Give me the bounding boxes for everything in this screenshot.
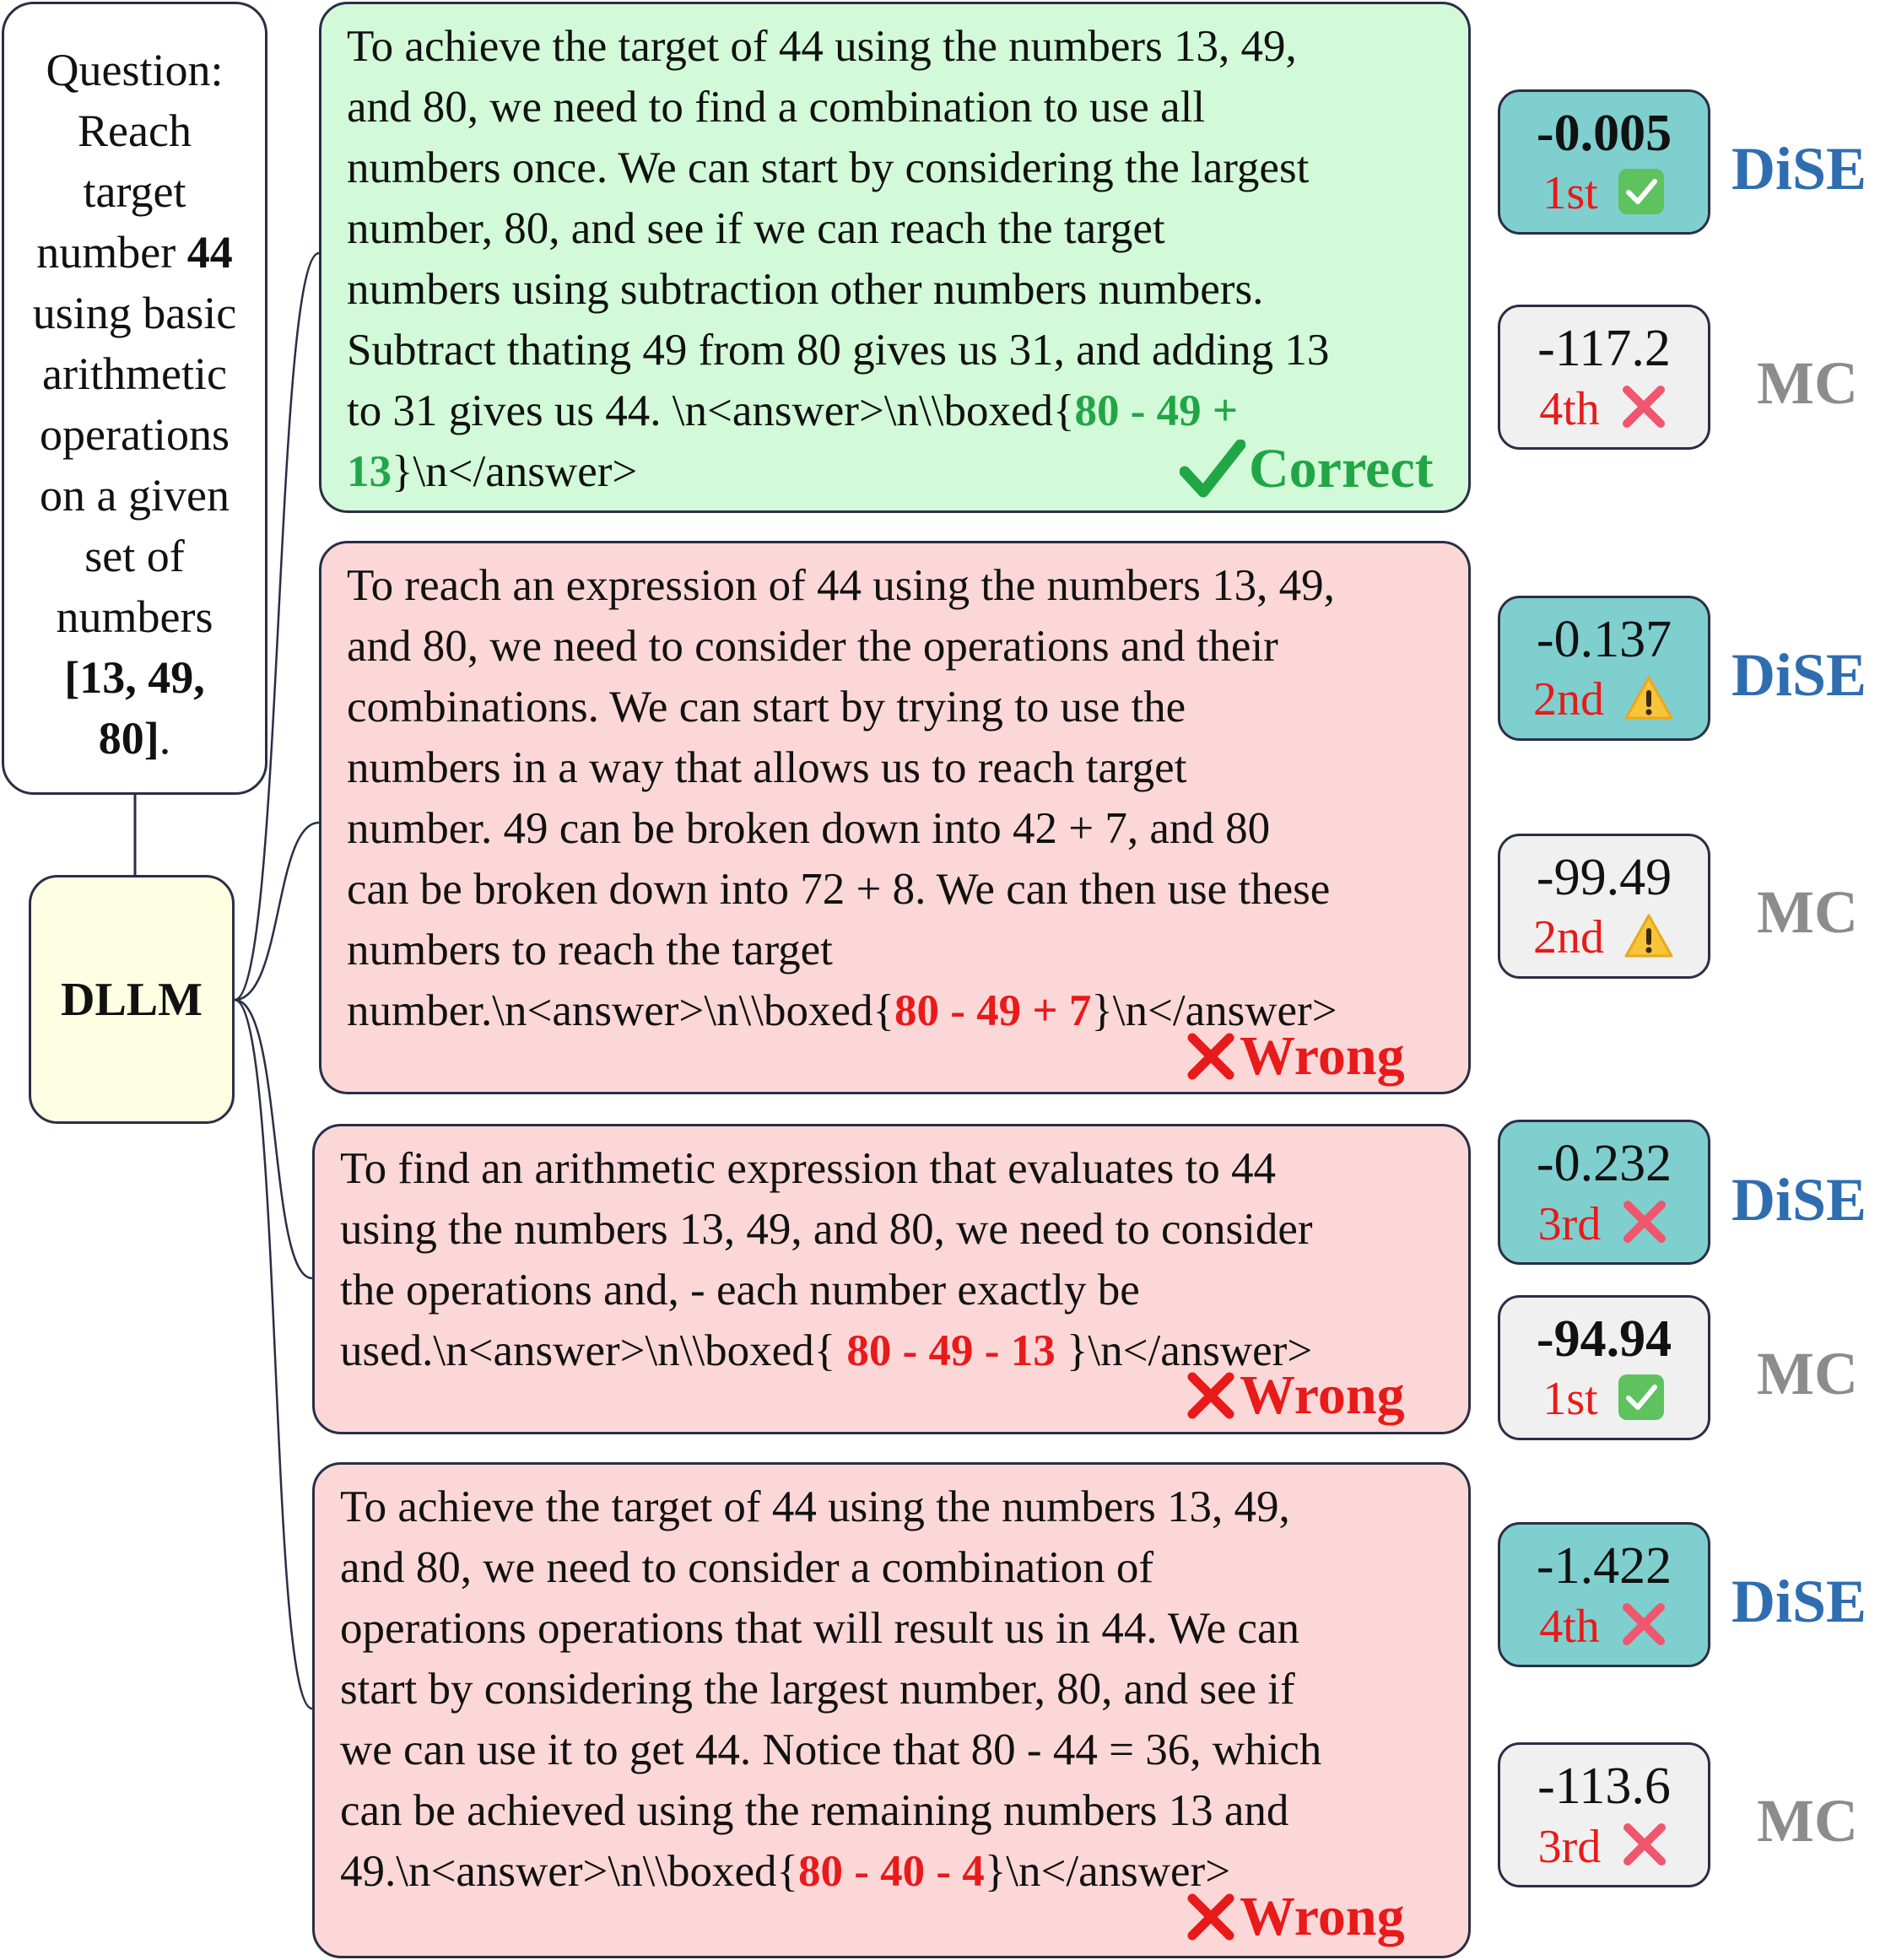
score-value: -0.232 [1536,1135,1672,1192]
response-text-line: can be achieved using the remaining numbers 13 and [340,1786,1289,1835]
cross-icon [1619,1819,1670,1874]
response-answer-line: 49.\n<answer>\n\\boxed{80 - 40 - 4}\n</answer> [340,1847,1231,1896]
response-text-line: using the numbers 13, 49, and 80, we need to consider [340,1205,1313,1254]
question-line: using basic [32,288,237,338]
response-text-line: To achieve the target of 44 using the numbers 13, 49, [347,22,1297,71]
response-text-line: combinations. We can start by trying to use the [347,683,1186,732]
score-value: -117.2 [1537,320,1671,377]
warning-icon [1623,674,1675,726]
response-answer-line: number.\n<answer>\n\\boxed{80 - 49 + 7}\n</answer> [347,986,1337,1035]
answer-expression: 80 - 49 - 13 [846,1326,1056,1375]
score-box-mc [1498,834,1710,979]
warning-icon [1623,912,1675,964]
question-label: Question: [46,45,224,95]
response-text-line: numbers to reach the target [347,926,833,975]
answer-expression: 80 - 40 - 4 [798,1847,985,1896]
answer-expression: 80 - 49 + [1074,386,1239,435]
method-label-mc: MC [1757,878,1858,946]
question-line: target [83,166,186,217]
method-label-mc: MC [1757,349,1858,417]
response-text-line: numbers using subtraction other numbers numbers. [347,265,1264,314]
score-box-mc [1498,305,1710,450]
score-value: -99.49 [1536,849,1672,906]
verdict-wrong: Wrong [1186,1365,1405,1426]
response-card-1 [319,2,1471,513]
question-line: set of [84,531,185,581]
verdict-wrong: Wrong [1186,1887,1405,1947]
response-text-line: we can use it to get 44. Notice that 80 - 44 = 36, which [340,1725,1322,1774]
response-text-line: can be broken down into 72 + 8. We can then use these [347,865,1331,914]
cross-icon [1618,381,1669,436]
response-text-line: the operations and, - each number exactly be [340,1266,1140,1315]
checkmark-icon [1180,440,1245,499]
answer-expression: 13 [347,447,392,496]
question-line: operations [40,409,230,460]
method-label-mc: MC [1757,1787,1858,1855]
method-label-dise: DiSE [1731,1568,1867,1635]
check-icon [1617,1373,1666,1426]
response-card-2 [319,541,1471,1094]
rank-label: 3rd [1537,1197,1602,1250]
score-box-dise [1498,1522,1710,1667]
score-value: -0.005 [1536,105,1672,162]
response-text-line: number. 49 can be broken down into 42 + 7, and 80 [347,804,1271,853]
verdict-correct: Correct [1180,439,1434,499]
question-line: [13, 49, [64,652,205,703]
response-answer-line: used.\n<answer>\n\\boxed{ 80 - 49 - 13 }\n</answer> [340,1326,1313,1375]
x-mark-icon [1186,1370,1236,1421]
response-text-line: numbers once. We can start by considering the largest [347,143,1310,192]
answer-expression: 80 - 49 + 7 [894,986,1092,1035]
response-text-line: Subtract thating 49 from 80 gives us 31, and adding 13 [347,326,1330,375]
method-label-dise: DiSE [1731,1166,1867,1234]
score-box-mc [1498,1742,1710,1887]
method-label-dise: DiSE [1731,641,1867,709]
rank-label: 2nd [1533,911,1604,964]
rank-label: 3rd [1537,1820,1602,1873]
score-value: -113.6 [1537,1758,1671,1815]
score-value: -0.137 [1536,611,1672,668]
method-label-dise: DiSE [1731,135,1867,202]
rank-label: 1st [1542,1373,1598,1425]
question-line: 80]. [98,713,171,764]
response-text-line: To achieve the target of 44 using the numbers 13, 49, [340,1482,1290,1531]
question-line: arithmetic [42,348,227,399]
question-line: on a given [40,470,230,521]
score-box-dise [1498,596,1710,741]
verdict-wrong: Wrong [1186,1026,1405,1087]
x-mark-icon [1186,1031,1236,1082]
response-text-line: start by considering the largest number, 80, and see if [340,1665,1295,1714]
response-text-line: and 80, we need to find a combination to use all [347,83,1206,132]
response-text-line: operations operations that will result us in 44. We can [340,1604,1299,1653]
response-text-line: and 80, we need to consider the operations and their [347,622,1278,671]
response-text-line: and 80, we need to consider a combination of [340,1543,1154,1592]
response-card-4 [312,1462,1471,1958]
dllm-label: DLLM [61,973,203,1026]
score-box-mc [1498,1295,1710,1440]
response-text-line: number, 80, and see if we can reach the target [347,204,1165,253]
score-value: -94.94 [1536,1310,1672,1368]
rank-label: 4th [1539,382,1600,435]
question-line: number 44 [36,227,233,278]
response-text-line: numbers in a way that allows us to reach target [347,743,1187,792]
response-answer-line: to 31 gives us 44. \n<answer>\n\\boxed{80 - 49 + [347,386,1239,435]
dllm-node [29,875,235,1124]
rank-label: 1st [1542,167,1598,219]
response-text-line: To find an arithmetic expression that evaluates to 44 [340,1144,1276,1193]
method-label-mc: MC [1757,1340,1858,1407]
score-box-dise [1498,89,1710,235]
check-icon [1617,167,1666,220]
cross-icon [1618,1599,1669,1654]
response-answer-line: 13}\n</answer> [347,447,638,496]
question-line: numbers [56,591,213,642]
rank-label: 2nd [1533,673,1604,726]
score-value: -1.422 [1536,1537,1672,1595]
question-line: Reach [78,105,192,156]
rank-label: 4th [1539,1600,1600,1653]
cross-icon [1619,1196,1670,1251]
x-mark-icon [1186,1892,1236,1942]
score-box-dise [1498,1120,1710,1265]
question-box [2,2,267,795]
response-text-line: To reach an expression of 44 using the numbers 13, 49, [347,561,1335,610]
